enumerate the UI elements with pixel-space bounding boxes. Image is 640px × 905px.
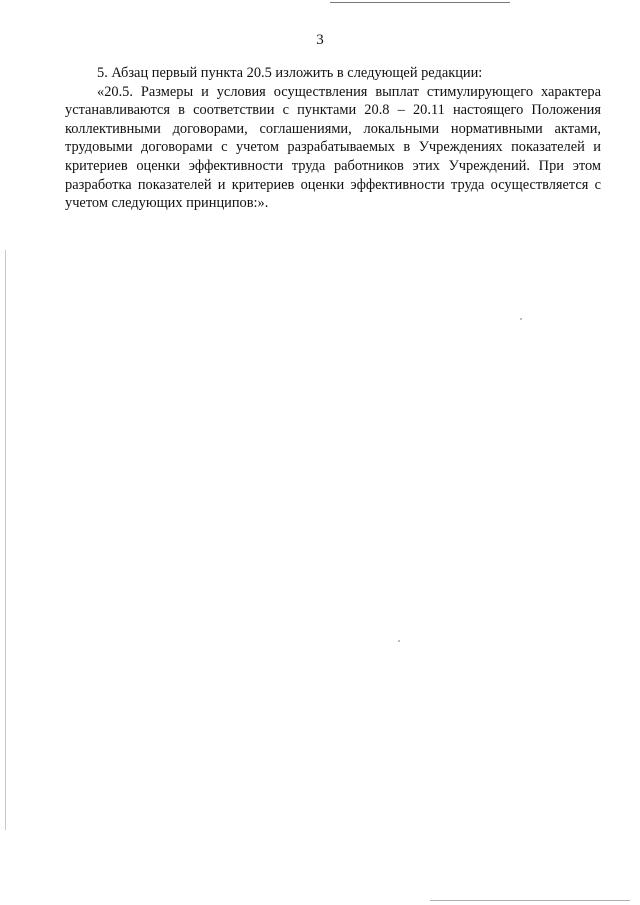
document-body	[65, 64, 601, 213]
scan-speck	[398, 640, 400, 642]
item-heading: 5. Абзац первый пункта 20.5 изложить в следующей редакции:	[97, 65, 483, 81]
page-number: 3	[316, 32, 324, 48]
scan-edge-left	[5, 250, 6, 830]
scan-edge-bottom	[430, 900, 630, 901]
scan-speck	[520, 318, 522, 320]
quoted-paragraph: «20.5. Размеры и условия осуществления выплат стимулирующего характера устанавливаются в соответствии с пунктами 20.8 – 20.11 настоящего Положения коллективными договорами, соглашениями, локальными нормативными актами, трудовыми договорами с учетом разрабатываемых в Учреждениях показателей и критериев оценки эффективности труда работников этих Учреждений. При этом разработка показателей и критериев оценки эффективности труда осуществляется с учетом следующих принципов:».	[65, 83, 601, 212]
scan-edge-top	[330, 2, 510, 3]
